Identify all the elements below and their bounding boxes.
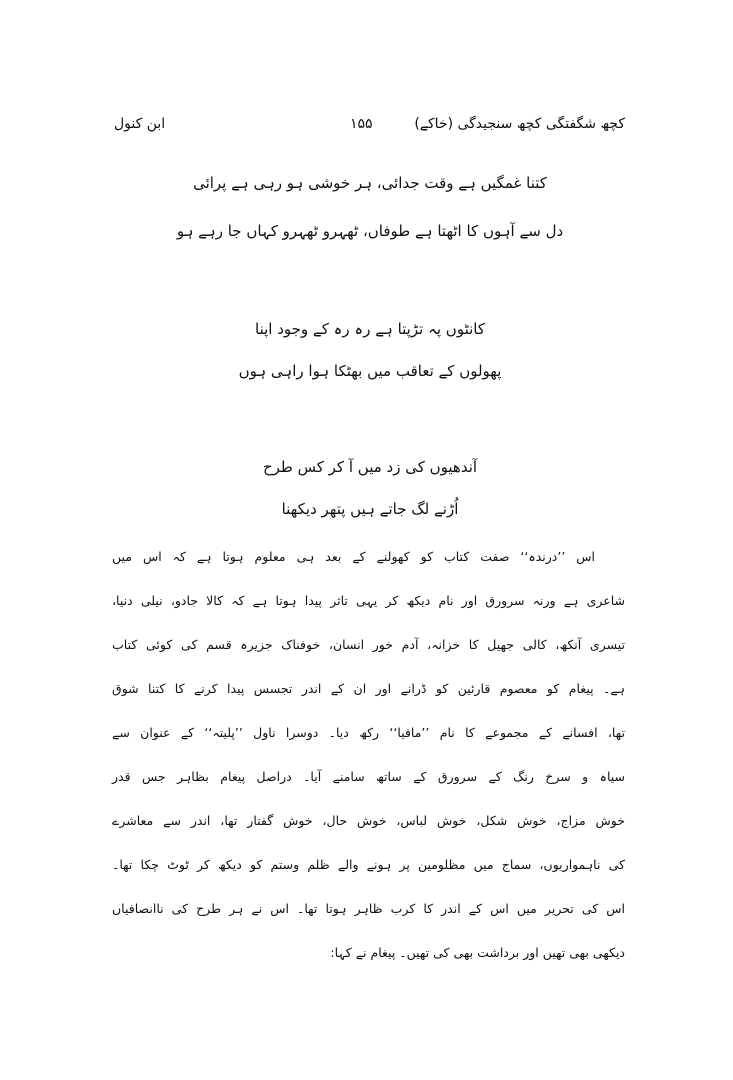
paragraph-line: شاعری ہے ورنہ سرورق اور نام دیکھ کر یہی تاثر پیدا ہوتا ہے کہ کالا جادو، نیلی دنیا، [112,593,625,608]
verse-line: آندھیوں کی زد میں آ کر کس طرح [262,458,478,476]
verse-line: اُڑنے لگ جاتے ہیں پتھر دیکھنا [281,500,459,518]
body-paragraph [112,540,625,980]
verse-line: کتنا غمگیں ہے وقت جدائی، ہر خوشی ہو رہی ہے پرائی [193,174,547,192]
paragraph-line: تیسری آنکھ، کالی جھیل کا خزانہ، آدم خور انسان، خوفناک جزیرہ قسم کی کوئی کتاب [112,637,625,652]
paragraph-line: اس ’’درندہ‘‘ صفت کتاب کو کھولنے کے بعد ہی معلوم ہوتا ہے کہ اس میں [112,549,595,564]
verse-stanza-3 [120,456,620,520]
paragraph-line: دیکھی بھی تھیں اور برداشت بھی کی تھیں۔ پیغام نے کہا: [330,945,625,960]
book-title: کچھ شگفتگی کچھ سنجیدگی (خاکے) [414,116,625,132]
paragraph-line: سیاہ و سرخ رنگ کے سرورق کے ساتھ سامنے آیا۔ دراصل پیغام بظاہر جس قدر [112,769,625,784]
author-name: ابن کنول [114,116,166,132]
verse-line: پھولوں کے تعاقب میں بھٹکا ہوا راہی ہوں [238,362,502,380]
paragraph-line: خوش مزاج، خوش شکل، خوش لباس، خوش حال، خوش گفتار تھا، اندر سے معاشرے [112,813,625,828]
paragraph-line: ہے۔ پیغام کو معصوم قارئین کو ڈرانے اور ان کے اندر تجسس پیدا کرنے کا کتنا شوق [112,681,625,696]
paragraph-line: اس کی تحریر میں اس کے اندر کا کرب ظاہر ہوتا تھا۔ اس نے ہر طرح کی ناانصافیاں [112,901,625,916]
page-number: ۱۵۵ [350,116,373,132]
verse-line: دل سے آہوں کا اٹھتا ہے طوفاں، ٹھہرو ٹھہرو کہاں جا رہے ہو [176,222,564,240]
verse-stanza-2 [120,318,620,382]
verse-line: کانٹوں پہ تڑپتا ہے رہ رہ کے وجود اپنا [255,320,485,338]
paragraph-line: تھا، افسانے کے مجموعے کا نام ’’مافیا‘‘ رکھ دیا۔ دوسرا ناول ’’پلیتہ‘‘ کے عنوان سے [112,725,625,740]
verse-stanza-1 [120,172,620,242]
paragraph-line: کی ناہمواریوں، سماج میں مظلومین پر ہونے والے ظلم وستم کو دیکھ کر ٹوٹ چکا تھا۔ [112,857,625,872]
